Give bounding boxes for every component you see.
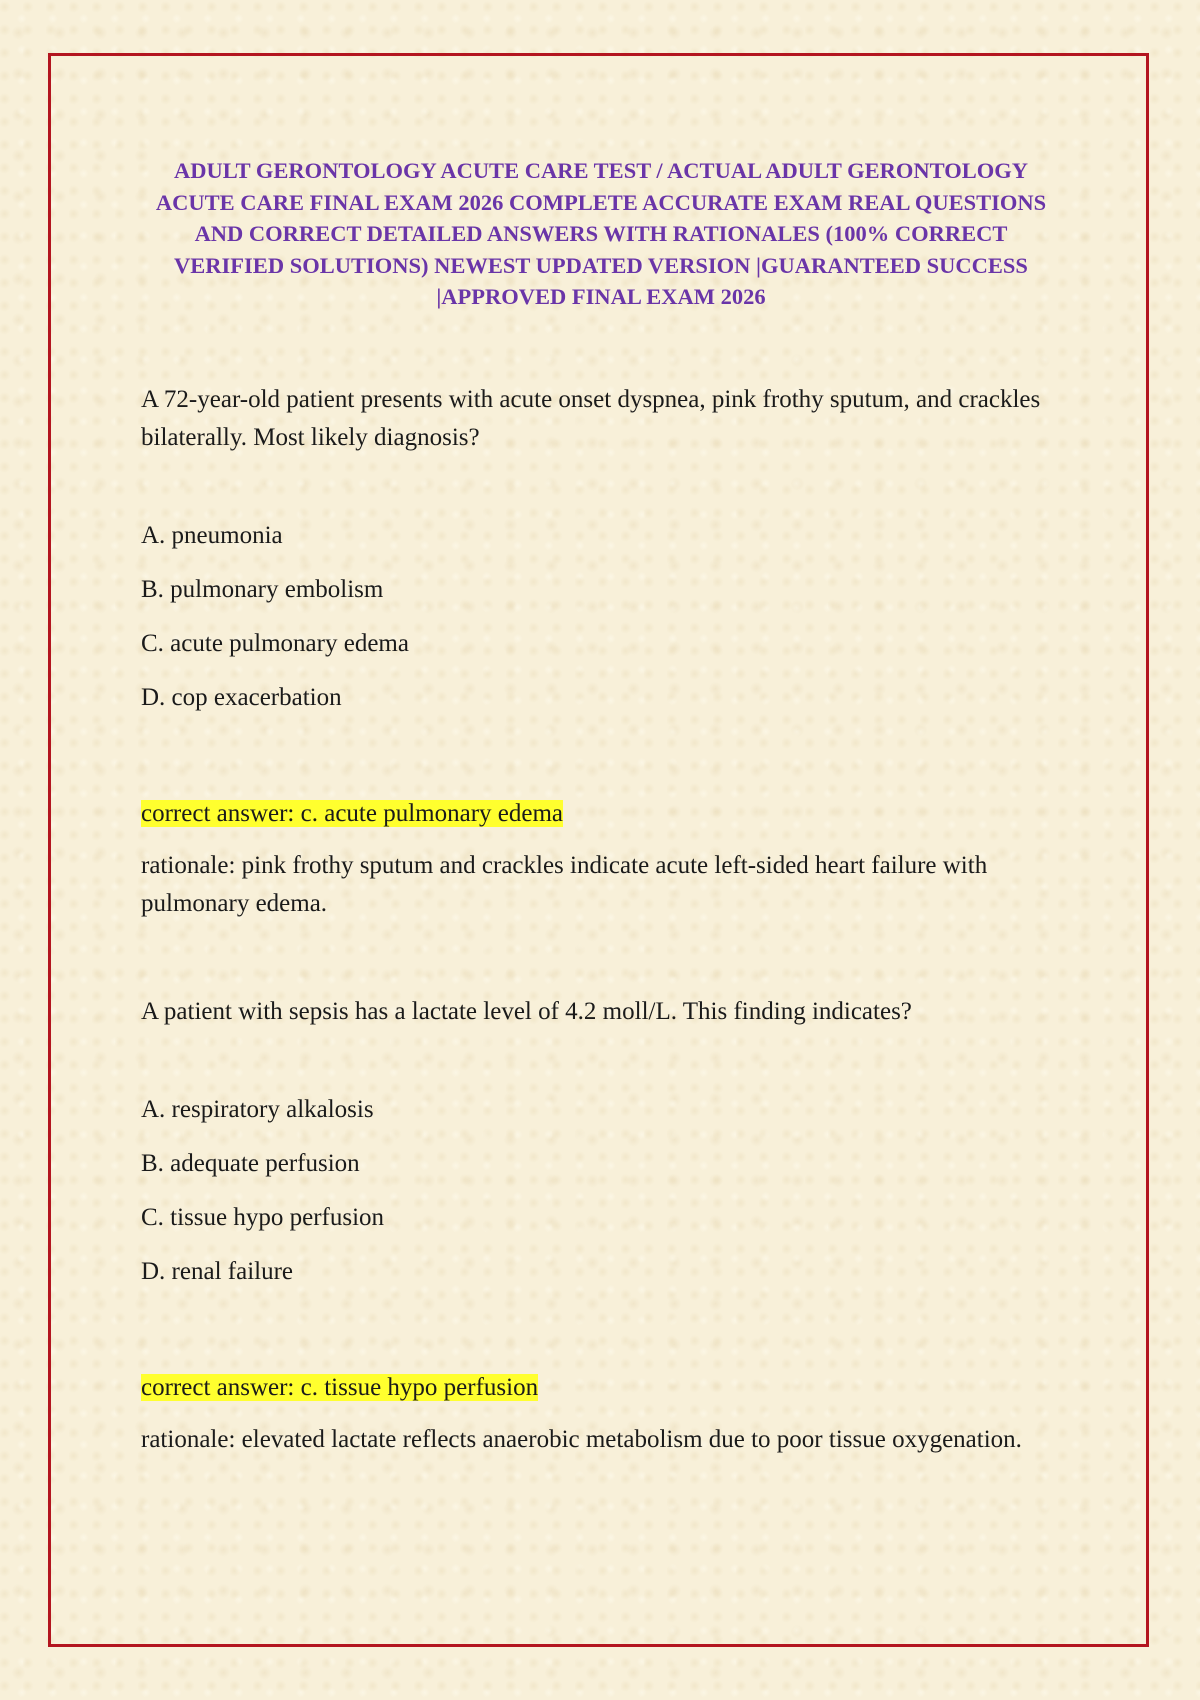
answer-option-a: A. pneumonia	[141, 521, 283, 549]
answer-option-d: D. cop exacerbation	[141, 683, 342, 711]
answer-option-b: B. adequate perfusion	[141, 1149, 360, 1177]
document-content	[141, 155, 1061, 1459]
answer-options-list	[141, 517, 1061, 717]
correct-answer-highlight: correct answer: c. acute pulmonary edema	[141, 799, 564, 827]
correct-answer-line	[141, 795, 1061, 833]
answer-option-c: C. tissue hypo perfusion	[141, 1203, 385, 1231]
rationale-text: rationale: pink frothy sputum and crackles indicate acute left-sided heart failure with pulmonary edema.	[141, 851, 988, 917]
question-text: A 72-year-old patient presents with acute onset dyspnea, pink frothy sputum, and crackles bilaterally. Most likely diagnosis?	[141, 385, 1041, 451]
answer-option-b: B. pulmonary embolism	[141, 575, 384, 603]
correct-answer-line	[141, 1369, 1061, 1407]
answer-option-a: A. respiratory alkalosis	[141, 1095, 374, 1123]
rationale-text: rationale: elevated lactate reflects anaerobic metabolism due to poor tissue oxygenation.	[141, 1425, 1022, 1453]
document-title: ADULT GERONTOLOGY ACUTE CARE TEST / ACTUAL ADULT GERONTOLOGY ACUTE CARE FINAL EXAM 2026 COMPLETE ACCURATE EXAM REAL QUESTIONS AND CORRECT DETAILED ANSWERS WITH RATIONALES (100% CORRECT VERIFIED SOLUTIONS) NEWEST UPDATED VERSION |GUARANTEED SUCCESS |APPROVED FINAL EXAM 2026	[155, 158, 1047, 309]
answer-options-list	[141, 1091, 1061, 1291]
answer-option-c: C. acute pulmonary edema	[141, 629, 409, 657]
question-block-2	[141, 993, 1061, 1459]
question-block-1	[141, 381, 1061, 923]
answer-option-d: D. renal failure	[141, 1257, 294, 1285]
correct-answer-highlight: correct answer: c. tissue hypo perfusion	[141, 1373, 539, 1401]
question-text: A patient with sepsis has a lactate level of 4.2 moll/L. This finding indicates?	[141, 997, 912, 1025]
